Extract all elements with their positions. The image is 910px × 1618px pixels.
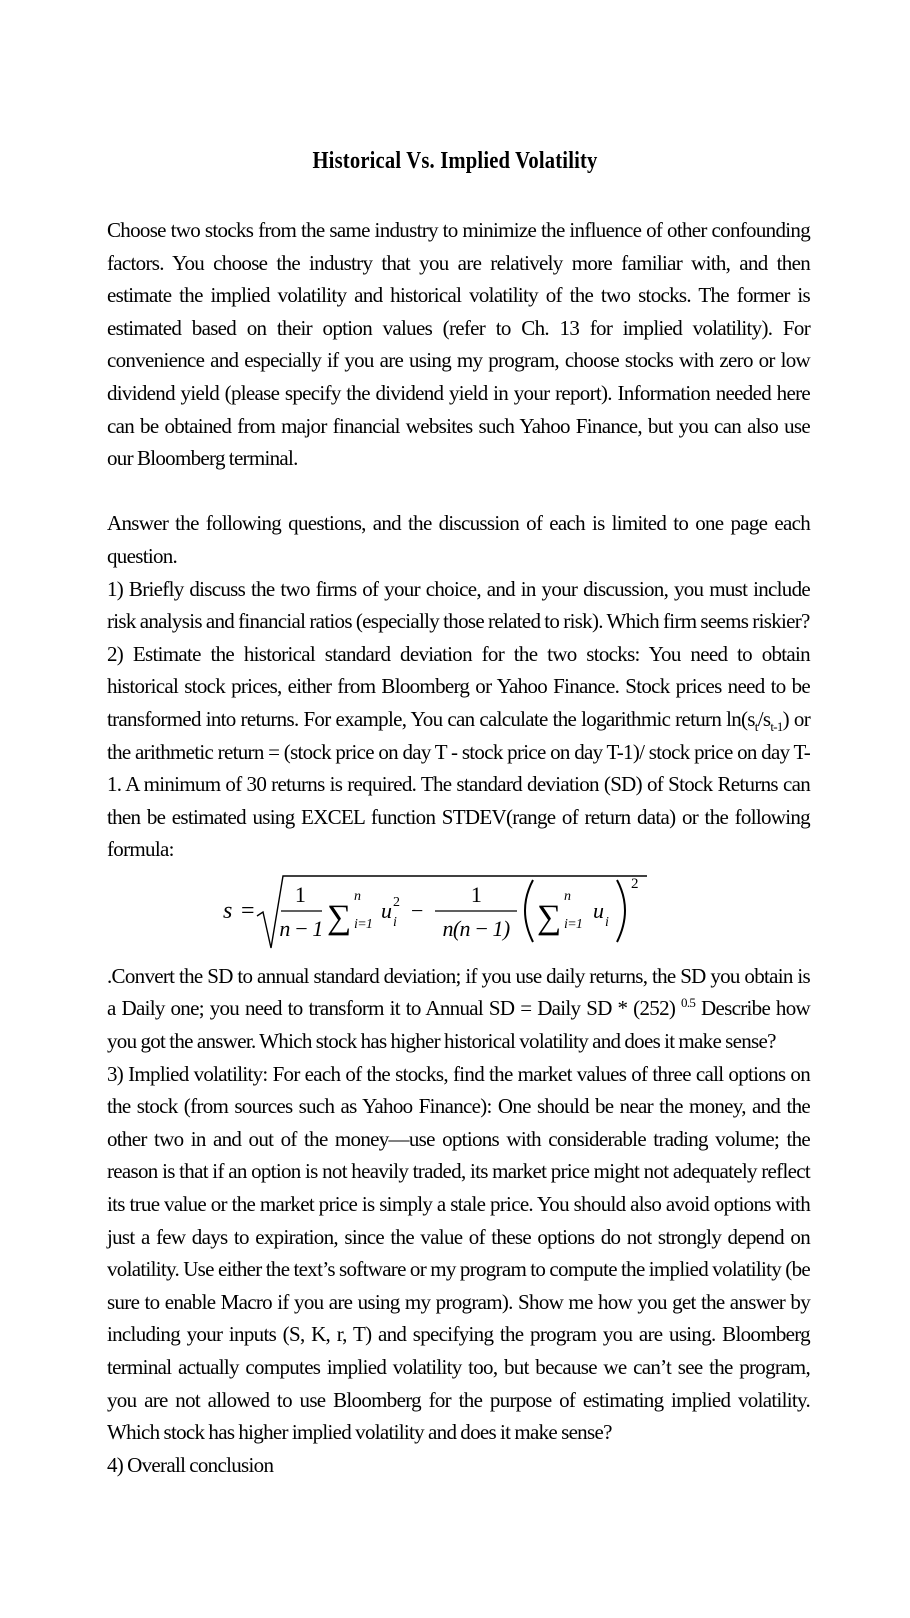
formula-svg bbox=[107, 866, 810, 960]
sum1-upper: n bbox=[354, 888, 361, 904]
question-2: 2) Estimate the historical standard deviation for the two stocks: You need to obtain historical stock prices, either from Bloomberg or Yahoo Finance. Stock prices need to be transformed into returns. For example, You can calculate the logarithmic return $\ln(s_t/s_{t-1})$ or the arithmetic return = (stock price on day T - stock price on day T-1)/ stock price on day T-1. A minimum of 30 returns is required. The standard deviation (SD) of Stock Returns can then be estimated using EXCEL function STDEV(range of return data) or the following formula: bbox=[107, 641, 810, 862]
outer-exponent: 2 bbox=[631, 875, 638, 892]
sum1-lower: i=1 bbox=[354, 916, 373, 932]
fraction1-denominator: n − 1 bbox=[279, 915, 323, 941]
formula-minus: − bbox=[411, 897, 423, 923]
document-body bbox=[107, 214, 810, 1481]
fraction2-denominator: n(n − 1) bbox=[442, 915, 510, 941]
sum2-term-u: u bbox=[593, 897, 604, 923]
formula-s: s bbox=[223, 897, 232, 924]
question-4: 4) Overall conclusion bbox=[107, 1452, 274, 1477]
sum1-sigma: ∑ bbox=[327, 898, 351, 936]
fraction1-numerator: 1 bbox=[294, 881, 306, 907]
sum2-upper: n bbox=[564, 888, 571, 904]
answer-intro: Answer the following questions, and the discussion of each is limited to one page each question. bbox=[107, 511, 810, 568]
page-title: Historical Vs. Implied Volatility bbox=[312, 148, 598, 174]
intro-paragraph: Choose two stocks from the same industry to minimize the influence of other confounding factors. You choose the industry that you are relatively more familiar with, and then estimate the implied volatility and historical volatility of the two stocks. The former is estimated based on their option values (refer to Ch. 13 for implied volatility). For convenience and especially if you are using my program, choose stocks with zero or low dividend yield (please specify the dividend yield in your report). Information needed here can be obtained from major financial websites such Yahoo Finance, but you can also use our Bloomberg terminal. bbox=[107, 218, 810, 471]
term-u: u bbox=[381, 897, 392, 923]
formula-equals: = bbox=[241, 897, 254, 924]
sum2-lower: i=1 bbox=[564, 916, 583, 932]
right-paren bbox=[617, 880, 625, 942]
term-u-sup: 2 bbox=[393, 894, 400, 910]
left-paren bbox=[525, 880, 533, 942]
paragraph-gap bbox=[107, 475, 810, 508]
question-1: 1) Briefly discuss the two firms of your choice, and in your discussion, you must include risk analysis and financial ratios (especially those related to risk). Which firm seems riskier? bbox=[107, 576, 810, 634]
question-3: 3) Implied volatility: For each of the stocks, find the market values of three call options on the stock (from sources such as Yahoo Finance): One should be near the money, and the other two in and out of the money—use options with considerable trading volume; the reason is that if an option is not heavily traded, its market price might not adequately reflect its true value or the market price is simply a stale price. You should also avoid options with just a few days to expiration, since the value of these options do not strongly depend on volatility. Use either the text’s software or my program to compute the implied volatility (be sure to enable Macro if you are using my program). Show me how you get the answer by including your inputs (S, K, r, T) and specifying the program you are using. Bloomberg terminal actually computes implied volatility too, but because we can’t see the program, you are not allowed to use Bloomberg for the purpose of estimating implied volatility. Which stock has higher implied volatility and does it make sense? bbox=[107, 1061, 810, 1445]
sum2-sigma: ∑ bbox=[537, 898, 561, 936]
question-2-continued: .Convert the SD to annual standard deviation; if you use daily returns, the SD you obtain is a Daily one; you need to transform it to Annual SD = Daily SD * (252) $^{0.5}$ Describe how you got the answer. Which stock has higher historical volatility and does it make sense? bbox=[107, 963, 810, 1054]
fraction2-numerator: 1 bbox=[470, 881, 482, 907]
std-dev-formula bbox=[107, 866, 810, 960]
term-u-sub: i bbox=[393, 914, 397, 930]
sum2-term-sub: i bbox=[605, 914, 609, 930]
